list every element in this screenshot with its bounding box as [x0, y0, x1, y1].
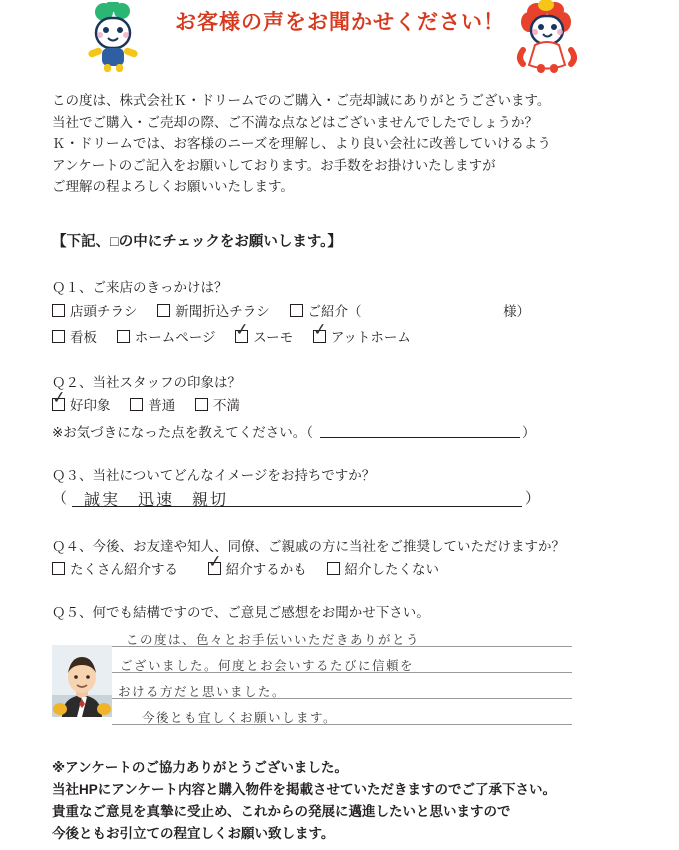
question-2-title: Ｑ２、当社スタッフの印象は？ — [52, 375, 241, 390]
q1-option-signboard-label: 看板 — [70, 330, 97, 345]
checkbox-q1-newspaper-insert[interactable] — [157, 304, 170, 317]
q1-option-storefront-flyer-label: 店頭チラシ — [70, 304, 138, 319]
question-1-title: Ｑ１、ご来店のきっかけは？ — [52, 280, 228, 295]
checkbox-q1-referral[interactable] — [290, 304, 303, 317]
free-comment-area[interactable] — [112, 628, 572, 731]
question-3-open-paren: （ — [52, 490, 68, 507]
checkbox-q1-suumo[interactable] — [234, 319, 251, 343]
question-3-title: Ｑ３、当社についてどんなイメージをお持ちですか？ — [52, 468, 376, 483]
comment-line-4: 今後とも宜しくお願いします。 — [142, 710, 338, 725]
check-mark-icon: ✓ — [311, 319, 329, 341]
footer-line-4: 今後ともお引立ての程宜しくお願い致します。 — [52, 826, 335, 841]
q2-option-dissatisfied-label: 不満 — [213, 398, 241, 413]
check-mark-icon: ✓ — [234, 319, 251, 341]
q2-option-normal[interactable] — [130, 394, 175, 414]
checkbox-q1-storefront-flyer[interactable] — [52, 304, 65, 317]
question-1-options-row-2 — [52, 319, 427, 346]
question-3-answer-handwritten: 誠実 迅速 親切 — [84, 490, 229, 509]
staff-photo — [52, 645, 112, 717]
question-1-options-row-1 — [52, 300, 530, 320]
q1-option-homepage[interactable] — [117, 326, 216, 346]
checkbox-q2-normal[interactable] — [130, 398, 143, 411]
q1-option-signboard[interactable] — [52, 326, 97, 346]
intro-line-2: 当社でご購入・ご売却の際、ご不満な点などはございませんでしたでしょうか？ — [52, 114, 538, 130]
q1-option-athome[interactable] — [311, 319, 411, 346]
footer-line-1: ※アンケートのご協力ありがとうございました。 — [52, 760, 348, 775]
q4-option-maybe-refer[interactable] — [206, 551, 307, 578]
q1-referral-suffix: 様） — [503, 304, 531, 319]
comment-line-3: おける方だと思いました。 — [118, 684, 287, 699]
checkbox-q2-good-impression[interactable] — [50, 387, 68, 411]
q2-option-good-impression[interactable] — [50, 387, 111, 414]
q1-option-newspaper-insert-label: 新聞折込チラシ — [175, 304, 270, 319]
footer-line-2: 当社HPにアンケート内容と購入物件を掲載させていただきますのでご了承下さい。 — [52, 782, 556, 797]
q1-option-referral-label: ご紹介（ — [307, 304, 362, 319]
intro-line-4: アンケートのご記入をお願いしております。お手数をお掛けいたしますが — [52, 157, 496, 173]
q2-option-dissatisfied[interactable] — [195, 394, 240, 414]
question-3-close-paren: ） — [525, 490, 541, 507]
question-2-note-input-line[interactable] — [320, 437, 520, 438]
footer-line-3: 貴重なご意見を真摯に受止め、これからの発展に邁進したいと思いますので — [52, 804, 511, 819]
question-5-title: Ｑ５、何でも結構ですので、ご意見ご感想をお聞かせ下さい。 — [52, 605, 430, 620]
page-header — [0, 0, 679, 76]
question-2-note: ※お気づきになった点を教えてください。（ — [52, 425, 314, 440]
intro-line-5: ご理解の程よろしくお願いいたします。 — [52, 179, 294, 194]
q1-option-newspaper-insert[interactable] — [157, 300, 270, 320]
q2-option-normal-label: 普通 — [148, 398, 176, 413]
comment-line-2: ございました。何度とお会いするたびに信頼を — [120, 658, 415, 673]
check-mark-icon: ✓ — [206, 551, 223, 573]
intro-paragraph — [52, 90, 652, 198]
comment-line-1: この度は、色々とお手伝いいただきありがとう — [126, 632, 421, 647]
blue-character-icon — [78, 2, 148, 74]
question-4-options-row-1 — [52, 551, 455, 578]
intro-line-3: Ｋ・ドリームでは、お客様のニーズを理解し、より良い会社に改善していけるよう — [52, 136, 551, 151]
checkbox-q1-athome[interactable] — [311, 319, 329, 343]
q1-option-suumo[interactable] — [234, 319, 294, 346]
q2-option-good-impression-label: 好印象 — [70, 398, 111, 413]
checkbox-q2-dissatisfied[interactable] — [195, 398, 208, 411]
red-character-icon — [505, 0, 595, 76]
check-instruction: 【下記、□の中にチェックをお願いします。】 — [52, 234, 342, 250]
q1-option-homepage-label: ホームページ — [134, 330, 216, 345]
q4-option-no-referral[interactable] — [327, 558, 440, 578]
intro-line-1: この度は、株式会社Ｋ・ドリームでのご購入・ご売却誠にありがとうございます。 — [52, 93, 551, 108]
checkbox-q1-signboard[interactable] — [52, 330, 65, 343]
page-title: お客様の声をお聞かせください！ — [175, 11, 505, 34]
question-4-title: Ｑ４、今後、お友達や知人、同僚、ご親戚の方に当社をご推奨していただけますか？ — [52, 539, 565, 554]
q4-option-many-referrals-label: たくさん紹介する — [70, 562, 178, 577]
check-mark-icon: ✓ — [50, 387, 68, 409]
checkbox-q4-maybe-refer[interactable] — [206, 551, 223, 575]
question-2-note-close: ） — [522, 425, 536, 440]
question-2-options-row-1 — [50, 387, 256, 414]
q1-option-athome-label: アットホーム — [330, 330, 411, 345]
footer-note — [52, 757, 652, 845]
q1-option-referral[interactable] — [290, 300, 362, 320]
q1-option-storefront-flyer[interactable] — [52, 300, 138, 320]
checkbox-q1-homepage[interactable] — [117, 330, 130, 343]
q4-option-no-referral-label: 紹介したくない — [344, 562, 440, 577]
q4-option-many-referrals[interactable] — [52, 558, 178, 578]
q4-option-maybe-refer-label: 紹介するかも — [225, 562, 307, 577]
checkbox-q4-many-referrals[interactable] — [52, 562, 65, 575]
q1-option-suumo-label: スーモ — [253, 330, 294, 345]
checkbox-q4-no-referral[interactable] — [327, 562, 340, 575]
